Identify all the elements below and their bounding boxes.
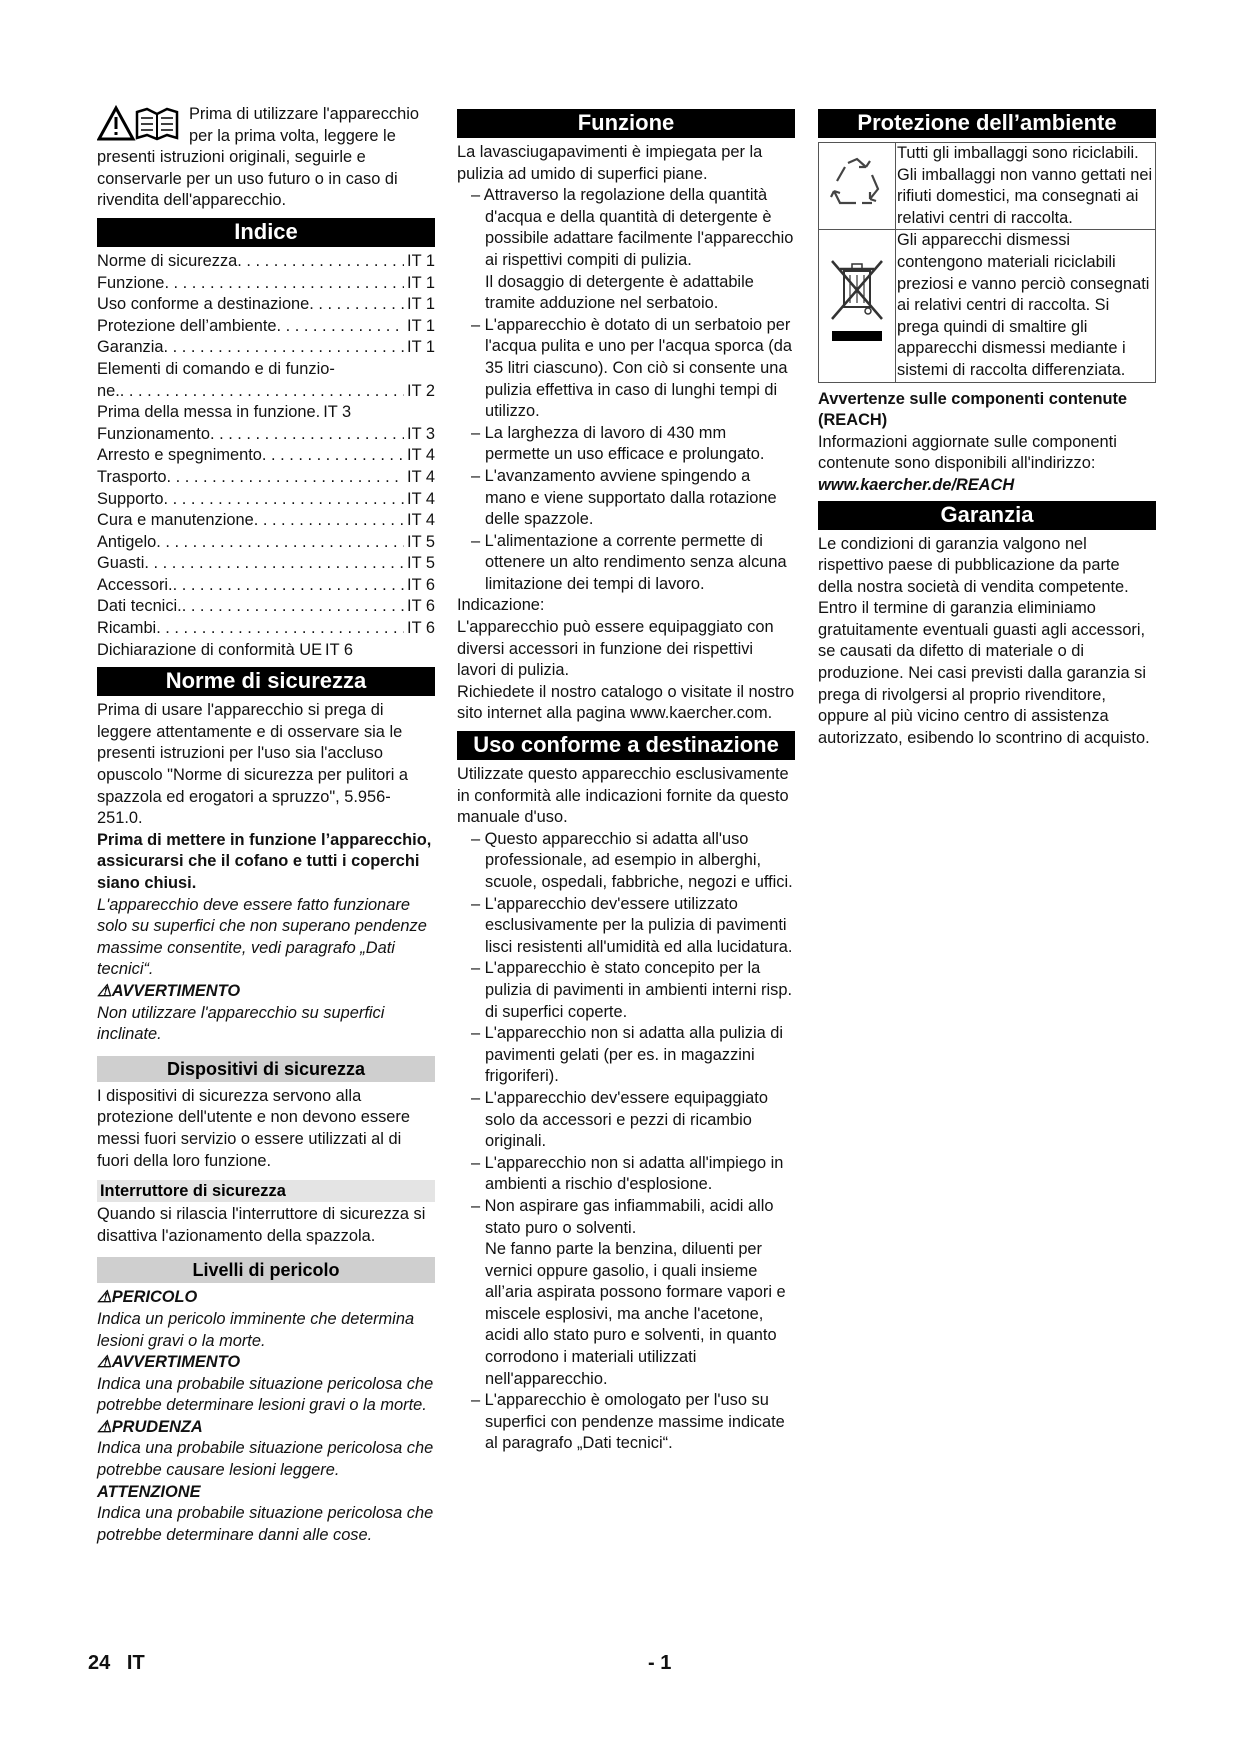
toc-item[interactable]: ne. . . . IT 2: [97, 381, 435, 403]
prudenza-text: Indica una probabile situazione pericolosa che potrebbe causare lesioni leggere.: [97, 1439, 434, 1480]
list-item: – Non aspirare gas infiammabili, acidi allo stato puro o solventi.: [457, 1196, 795, 1239]
reach-text: Informazioni aggiornate sulle componenti contenute sono disponibili all'indirizzo:: [818, 432, 1117, 473]
toc-item[interactable]: Guasti . . . IT 5: [97, 553, 435, 575]
warning-manual-icon: [97, 104, 185, 142]
warning-label: ⚠AVVERTIMENTO: [97, 981, 435, 1003]
footer-language: IT: [126, 1652, 145, 1674]
indicazione-label: Indicazione:: [457, 596, 545, 615]
pericolo-label: ⚠PERICOLO: [97, 1287, 435, 1309]
norme-paragraph: Prima di usare l'apparecchio si prega di leggere attentamente e di osservare sia le presenti istruzioni per l'uso sia l'accluso opuscolo "Norme di sicurezza per pulitori a spazzola ed erogatori a spruzzo", 5.956-251.0.: [97, 701, 409, 828]
warning-triangle-icon: ⚠: [97, 981, 112, 1000]
toc-item[interactable]: Prima della messa in funzione. IT 3: [97, 403, 352, 422]
table-row: [819, 143, 1156, 230]
toc-item[interactable]: Funzionamento . . . IT 3: [97, 424, 435, 446]
heading-funzione: Funzione: [457, 109, 795, 138]
list-item: – L'apparecchio non si adatta alla pulizia di pavimenti gelati (per es. in magazzini frigoriferi).: [457, 1023, 795, 1088]
heading-garanzia: Garanzia: [818, 501, 1156, 530]
heading-indice: Indice: [97, 218, 435, 247]
list-item: – L'avanzamento avviene spingendo a mano e viene supportato dalla rotazione delle spazzole.: [457, 466, 795, 531]
warning-triangle-icon: ⚠: [97, 1417, 112, 1436]
warning-triangle-icon: ⚠: [97, 1353, 112, 1372]
prudenza-label: ⚠PRUDENZA: [97, 1417, 435, 1439]
reach-title: Avvertenze sulle componenti contenute (REACH): [818, 389, 1128, 430]
pericolo-text: Indica un pericolo imminente che determina lesioni gravi o la morte.: [97, 1309, 415, 1350]
toc-item[interactable]: Funzione . . . IT 1: [97, 273, 435, 295]
norme-italic-paragraph: L'apparecchio deve essere fatto funzionare solo su superfici che non superano pendenze massime consentite, vedi paragrafo „Dati tecnici“.: [97, 895, 427, 979]
recycling-icon: [826, 155, 888, 211]
heading-protezione-ambiente: Protezione dell’ambiente: [818, 109, 1156, 138]
reach-link[interactable]: www.kaercher.de/REACH: [818, 475, 1015, 494]
list-item: – Questo apparecchio si adatta all'uso professionale, ad esempio in alberghi, scuole, ospedali, fabbriche, negozi e uffici.: [457, 829, 795, 894]
weee-icon-cell: [819, 230, 896, 382]
warning-text: Non utilizzare l'apparecchio su superfici inclinate.: [97, 1003, 385, 1044]
intro-block: [97, 104, 435, 212]
toc-item[interactable]: Trasporto . . . IT 4: [97, 467, 435, 489]
garanzia-text: Le condizioni di garanzia valgono nel rispettivo paese di pubblicazione da parte della nostra società di vendita competente. Entro il termine di garanzia eliminiamo gratuitamente eventuali guasti agli accessori, se causati da difetto di materiale o di produzione. Nei casi previsti dalla garanzia si prega di rivolgersi al proprio rivenditore, oppure al più vicino centro di assistenza autorizzato, esibendo lo scontrino di acquisto.: [818, 534, 1150, 747]
list-item: – L'apparecchio dev'essere utilizzato esclusivamente per la pulizia di pavimenti lisci resistenti all'umidità ed alla lucidatura.: [457, 894, 795, 959]
column-left: [97, 104, 435, 1546]
toc-item[interactable]: Cura e manutenzione . . . IT 4: [97, 510, 435, 532]
interruttore-text: Quando si rilascia l'interruttore di sicurezza si disattiva l'azionamento della spazzola.: [97, 1205, 426, 1245]
list-item: – L'apparecchio è dotato di un serbatoio per l'acqua pulita e uno per l'acqua sporca (da 35 litri ciascuno). Con ciò si consente una pulizia effettiva in caso di lunghi tempi di utilizzo.: [457, 315, 795, 423]
toc-item[interactable]: Antigelo . . . IT 5: [97, 532, 435, 554]
catalogo-text: Richiedete il nostro catalogo o visitate il nostro sito internet alla pagina www.kaercher.com.: [457, 682, 795, 723]
funzione-paragraph: La lavasciugapavimenti è impiegata per la pulizia ad umido di superfici piane.: [457, 143, 763, 183]
toc-item[interactable]: Dichiarazione di conformità UE IT 6: [97, 640, 353, 659]
intro-text: Prima di utilizzare l'apparecchio per la prima volta, leggere le presenti istruzioni originali, seguirle e conservarle per un uso futuro o in caso di rivendita dell'apparecchio.: [97, 105, 419, 210]
warning-triangle-icon: ⚠: [97, 1288, 112, 1307]
toc-item[interactable]: Uso conforme a destinazione . . . IT 1: [97, 294, 435, 316]
list-item: – La larghezza di lavoro di 430 mm permette un uso efficace e prolungato.: [457, 423, 795, 466]
norme-bold-paragraph: Prima di mettere in funzione l’apparecchio, assicurarsi che il cofano e tutti i coperchi siano chiusi.: [97, 830, 432, 892]
dispositivi-text: I dispositivi di sicurezza servono alla protezione dell'utente e non devono essere messi fuori servizio o essere utilizzati al di fuori della loro funzione.: [97, 1086, 410, 1170]
list-item: – Attraverso la regolazione della quantità d'acqua e della quantità di detergente è possibile adattare facilmente l'apparecchio ai rispettivi compiti di pulizia.: [457, 185, 795, 271]
uso-paragraph: Utilizzate questo apparecchio esclusivamente in conformità alle indicazioni fornite da questo manuale d'uso.: [457, 765, 789, 827]
footer-section-page: - 1: [648, 1652, 672, 1674]
list-item: – L'apparecchio non si adatta all'impiego in ambienti a rischio d'esplosione.: [457, 1153, 795, 1196]
table-row: [819, 230, 1156, 382]
table-of-contents: [97, 251, 435, 661]
list-item-note: Ne fanno parte la benzina, diluenti per vernici oppure gasolio, i quali insieme all’aria aspirata possono formare vapori e miscele esplosivi, ma anche l'acetone, acidi allo stato puro e solventi, in quanto corrodono i materiali utilizzati nell'apparecchio.: [485, 1240, 786, 1388]
heading-livelli-di-pericolo: Livelli di pericolo: [97, 1257, 435, 1283]
toc-item[interactable]: Supporto . . . IT 4: [97, 489, 435, 511]
list-item-note: Il dosaggio di detergente è adattabile tramite adduzione nel serbatoio.: [485, 272, 754, 313]
avvertimento-text: Indica una probabile situazione pericolosa che potrebbe determinare lesioni gravi o la morte.: [97, 1374, 434, 1415]
column-right: [818, 104, 1156, 749]
list-item: – L'apparecchio dev'essere equipaggiato solo da accessori e pezzi di ricambio originali.: [457, 1088, 795, 1153]
env-text-packaging: Tutti gli imballaggi sono riciclabili. Gli imballaggi non vanno gettati nei rifiuti domestici, ma consegnati ai relativi centri di raccolta.: [896, 143, 1156, 230]
toc-item[interactable]: Arresto e spegnimento . . . IT 4: [97, 445, 435, 467]
avvertimento-label: ⚠AVVERTIMENTO: [97, 1352, 435, 1374]
crossed-bin-icon: [826, 253, 888, 353]
list-item: – L'alimentazione a corrente permette di ottenere un alto rendimento senza alcuna limitazione dei tempi di lavoro.: [457, 531, 795, 596]
environment-table: [818, 142, 1156, 383]
list-item: – L'apparecchio è stato concepito per la pulizia di pavimenti in ambienti interni risp. di superfici coperte.: [457, 958, 795, 1023]
heading-interruttore-di-sicurezza: Interruttore di sicurezza: [97, 1180, 435, 1202]
env-text-devices: Gli apparecchi dismessi contengono materiali riciclabili preziosi e vanno perciò consegnati ai relativi centri di raccolta. Si prega quindi di smaltire gli apparecchi dismessi mediante i sistemi di raccolta differenziata.: [896, 230, 1156, 382]
footer-page-number: 24 IT: [88, 1652, 145, 1674]
toc-item[interactable]: Accessori. . . . IT 6: [97, 575, 435, 597]
toc-item[interactable]: Garanzia . . . IT 1: [97, 337, 435, 359]
column-middle: [457, 104, 795, 1455]
indicazione-text: L'apparecchio può essere equipaggiato con diversi accessori in funzione dei rispettivi lavori di pulizia.: [457, 618, 774, 680]
heading-norme-di-sicurezza: Norme di sicurezza: [97, 667, 435, 696]
toc-item[interactable]: Dati tecnici. . . . IT 6: [97, 596, 435, 618]
toc-item[interactable]: Ricambi . . . IT 6: [97, 618, 435, 640]
attenzione-label: ATTENZIONE: [97, 1482, 201, 1501]
attenzione-text: Indica una probabile situazione pericolosa che potrebbe determinare danni alle cose.: [97, 1504, 434, 1544]
recycling-icon-cell: [819, 143, 896, 230]
toc-item[interactable]: Elementi di comando e di funzio-: [97, 359, 335, 378]
list-item: – L'apparecchio è omologato per l'uso su superfici con pendenze massime indicate al paragrafo „Dati tecnici“.: [457, 1390, 795, 1455]
toc-item[interactable]: Protezione dell’ambiente . . . IT 1: [97, 316, 435, 338]
toc-item[interactable]: Norme di sicurezza . . . IT 1: [97, 251, 435, 273]
heading-dispositivi-di-sicurezza: Dispositivi di sicurezza: [97, 1056, 435, 1082]
heading-uso-conforme: Uso conforme a destinazione: [457, 731, 795, 760]
